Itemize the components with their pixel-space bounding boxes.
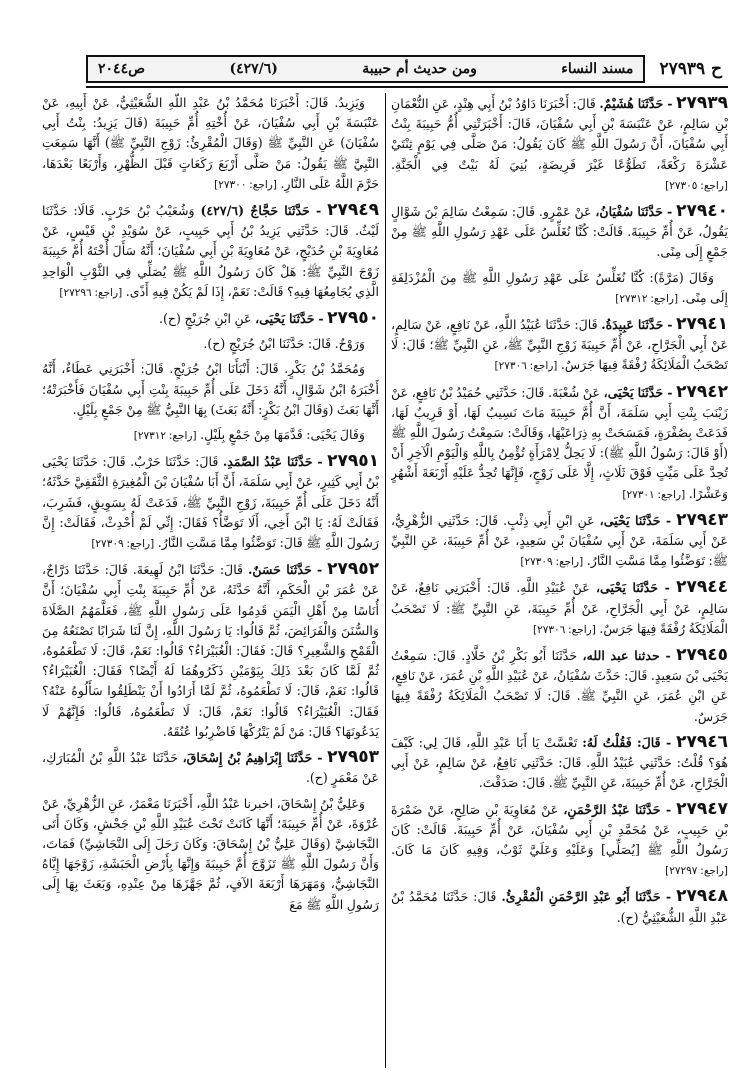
hadith-intro: - حَدَّثَنَا حَسَنٌ. (247, 562, 323, 578)
hadith-entry (42, 200, 379, 303)
hadith-entry (42, 451, 379, 554)
hadith-text: عَنْ عُبَيْدِ اللَّهِ. قَالَ: أَخْبَرَنِي نَافِعٌ، عَنْ سَالِمٍ، عَنْ أَبِي الْجَرَّاحِ، عَنْ أُمِّ حَبِيبَةَ، عَنِ النَّبِيِّ ﷺ: لَا تَصْحَبُ الْمَلَائِكَةُ رُفْقَةً فِيهَا جَرَسٌ. (391, 580, 728, 636)
hadith-intro: - حَدَّثَنَا يَحْيَى، (603, 384, 673, 400)
hadith-intro: - حَدَّثَنَا أَبُو عَبْدِ الرَّحْمَنِ الْمُقْرِئُ. (501, 889, 672, 905)
page-number: ص٢٠٤٤ (98, 61, 146, 77)
hadith-continuation (42, 794, 379, 915)
hadith-intro: - حَدَّثَنَا عَبِيدَةُ. (601, 317, 673, 333)
reference-note: [راجع: ٢٧٣٠٠] (214, 178, 277, 191)
reference-note: [راجع: ٢٧٣١٢] (133, 430, 197, 443)
hadith-number: ٢٧٩٥٣ (327, 747, 379, 768)
header-rule (86, 86, 728, 88)
hadith-intro: - حدثنا عبد الله، (582, 648, 671, 664)
hadith-number: ٢٧٩٤٨ (676, 886, 728, 907)
book-title: مسند النساء (561, 61, 634, 77)
hadith-number: ٢٧٩٣٩ (676, 93, 728, 113)
page-header (86, 54, 728, 84)
hadith-continuation (42, 425, 379, 446)
hadith-text: قَالَ: حَدَّثَنَا حَرْبٌ. قَالَ: حَدَّثَنَا يَحْيَى بْنُ أَبِي كَثِيرٍ، عَنْ أَبِي سَلَمَةَ، أَنَّ أَبَا سُفْيَانَ بْنَ الْمُغِيرَةِ الثَّقَفِيَّ حَدَّثَهُ؛ أَنَّهُ دَخَلَ عَلَى أُمِّ حَبِيبَةَ، زَوْجِ النَّبِيِّ ﷺ، فَدَعَتْ لَهُ بِسَوِيقٍ، فَشَرِبَ، فَقَالَتْ لَهُ: يَا ابْنَ أَخِي، أَلَا تَوَضَّأُ؟ فَقَالَ: إِنِّي لَمْ أُحْدِثْ، فَقَالَتْ: إِنَّ رَسُولَ اللَّهِ ﷺ قَالَ: تَوَضَّئُوا مِمَّا مَسَّتِ النَّارُ. (42, 454, 379, 551)
hadith-intro: - حَدَّثَنَا عَبْدُ الرَّحْمَنِ، (563, 801, 672, 817)
section-title: ومن حديث أم حبيبة (362, 61, 477, 77)
reference-note: [راجع: ٢٧٣١٢] (615, 292, 679, 305)
hadith-continuation (42, 93, 379, 195)
right-column (391, 93, 728, 1071)
hadith-text: وَيَزِيدُ. قَالَ: أَخْبَرَنَا مُحَمَّدُ بْنُ عَبْدِ اللَّهِ الشُّعَيْثِيُّ، عَنْ أَبِيهِ، عَنْ عَنْبَسَةَ بْنِ أَبِي سُفْيَانَ، عَنْ أُخْتِهِ أُمِّ حَبِيبَةَ (قَالَ يَزِيدُ: بِنْتُ أَبِي سُفْيَانَ) عَنِ النَّبِيِّ ﷺ (وَقَالَ الْمُقْرِئُ: زَوْجِ النَّبِيِّ ﷺ) أَنَّهَا سَمِعَتِ النَّبِيَّ ﷺ يَقُولُ: مَنْ صَلَّى أَرْبَعَ رَكَعَاتٍ قَبْلَ الظُّهْرِ، وَأَرْبَعًا بَعْدَهَا، حَرَّمَ اللَّهُ عَلَى النَّارِ. (42, 95, 379, 191)
hadith-entry (391, 314, 728, 377)
hadith-text: حَدَّثَنَا أَبُو بَكْرِ بْنُ خَلَّادٍ. قَالَ: سَمِعْتُ يَحْيَى بْنَ سَعِيدٍ. قَالَ: حَدَّثَ سُفْيَانُ، عَنْ عُبَيْدِ اللَّهِ بْنِ عُمَرَ، عَنْ نَافِعٍ، عَنِ ابْنِ عُمَرَ، عَنِ النَّبِيِّ ﷺ. قَالَ: لَا تَصْحَبُ الْمَلَائِكَةُ رُفْقَةً فِيهَا جَرَسٌ. (391, 648, 728, 724)
hadith-intro: - قَالَ: فَقُلْتُ لَهُ: (582, 734, 672, 750)
hadith-intro: - حَدَّثَنَا عَبْدُ الصَّمَدِ. (222, 454, 323, 470)
hadith-text: قَالَ: حَدَّثَنَا ابْنُ لَهِيعَةَ. قَالَ: حَدَّثَنَا دَرَّاجٌ، عَنْ عُمَرَ بْنِ الْحَكَمِ، أَنَّهُ حَدَّثَهُ، عَنْ أُمِّ حَبِيبَةَ بِنْتِ أَبِي سُفْيَانَ؛ أَنَّ أُنَاسًا مِنْ أَهْلِ الْيَمَنِ قَدِمُوا عَلَى رَسُولِ اللَّهِ ﷺ، فَعَلَّمَهُمُ الصَّلَاةَ وَالسُّنَنَ وَالْفَرَائِضَ، ثُمَّ قَالُوا: يَا رَسُولَ اللَّهِ، إِنَّ لَنَا شَرَابًا نَصْنَعُهُ مِنَ الْقَمْحِ وَالشَّعِيرِ؟ قَالَ: فَقَالَ: الْغُبَيْرَاءُ؟ قَالُوا: نَعَمْ، قَالَ: لَا تَطْعَمُوهُ، ثُمَّ لَمَّا كَانَ بَعْدَ ذَلِكَ بِيَوْمَيْنِ ذَكَرُوهُمَا لَهُ أَيْضًا؟ فَقَالَ: الْغُبَيْرَاءُ؟ قَالُوا: نَعَمْ، قَالَ: لَا تَطْعَمُوهُ، ثُمَّ لَمَّا أَرَادُوا أَنْ يَنْطَلِقُوا سَأَلُوهُ عَنْهُ؟ فَقَالَ: الْغُبَيْرَاءُ؟ قَالُوا: نَعَمْ، قَالَ: لَا تَطْعَمُوهُ، قَالُوا: فَإِنَّهُمْ لَا يَدَعُونَهَا؟ قَالَ: مَنْ لَمْ يَتْرُكْهَا فَاضْرِبُوا عُنُقَهُ. (42, 562, 379, 739)
header-title-box (86, 55, 645, 83)
hadith-number: ٢٧٩٤٥ (676, 645, 728, 666)
hadith-text: وَمُحَمَّدُ بْنُ بَكْرٍ. قَالَ: أَنْبَأَنَا ابْنُ جُرَيْجٍ. قَالَ: أَخْبَرَنِي عَطَاءٌ، أَنَّهُ أَخْبَرَهُ ابْنُ شَوَّالٍ، أَنَّهُ دَخَلَ عَلَى أُمِّ حَبِيبَةَ بِنْتِ أَبِي سُفْيَانَ فَأَخْبَرَتْهُ؛ أَنَّهَا بَعَثَ (وَقَالَ ابْنُ بَكْرٍ: أَنَّهُ بَعَثَ) بِهَا النَّبِيُّ ﷺ مِنْ جَمْعٍ بِلَيْلٍ. (42, 361, 379, 417)
left-column (42, 93, 379, 1071)
hadith-entry (391, 577, 728, 640)
hadith-text: عَنِ ابْنِ أَبِي ذِئْبٍ. قَالَ: حَدَّثَنِي الزُّهْرِيُّ، عَنْ أَبِي سَلَمَةَ، عَنْ أَبِي سُفْيَانَ بْنِ سَعِيدٍ، عَنْ أُمِّ حَبِيبَةَ، عَنِ النَّبِيِّ ﷺ: تَوَضَّئُوا مِمَّا مَسَّتِ النَّارُ. (391, 512, 728, 569)
hadith-intro: - حَدَّثَنَا سُفْيَانُ، (595, 204, 673, 220)
hadith-intro: - حَدَّثَنَا يَحْيَى، (255, 311, 324, 327)
reference-note: [راجع: ٢٧٣٠٩] (91, 538, 155, 551)
hadith-number: ٢٧٩٤٠ (676, 201, 728, 222)
reference-note: [راجع: ٢٧٣٠٦] (532, 623, 596, 636)
hadith-entry (391, 93, 728, 196)
hadith-entry (391, 645, 728, 727)
hadith-entry (391, 799, 728, 882)
reference-note: [راجع: ٢٧٣٠٩] (520, 556, 584, 569)
hadith-text: قَالَ: حَدَّثَنَا عُبَيْدُ اللَّهِ، عَنْ نَافِعٍ، عَنْ سَالِمٍ، عَنْ أَبِي الْجَرَّاحِ، عَنْ أُمِّ حَبِيبَةَ زَوْجِ النَّبِيِّ ﷺ، عَنِ النَّبِيِّ ﷺ؛ قَالَ: لَا تَصْحَبُ الْمَلَائِكَةُ رُفْقَةً فِيهَا جَرَسٌ. (391, 317, 728, 373)
hadith-text: وَعَلِيُّ بْنُ إِسْحَاقَ، اخبرنا عَبْدُ اللَّهِ، أَخْبَرَنَا مَعْمَرٌ، عَنِ الزُّهْرِيِّ، عَنْ عُرْوَةَ، عَنْ أُمِّ حَبِيبَةَ؛ أَنَّهَا كَانَتْ تَحْتَ عُبَيْدِ اللَّهِ بْنِ جَحْشٍ، وَكَانَ أَتَى النَّجَاشِيَّ (وَقَالَ عَلِيُّ بْنُ إِسْحَاقَ: وَكَانَ رَحَلَ إِلَى النَّجَاشِيِّ) فَمَاتَ، وَأَنَّ رَسُولَ اللَّهِ ﷺ تَزَوَّجَ أُمَّ حَبِيبَةَ وَإِنَّهَا بِأَرْضِ الْحَبَشَةِ، زَوَّجَهَا إِيَّاهُ النَّجَاشِيُّ، وَمَهَرَهَا أَرْبَعَةَ الآفٍ، ثُمَّ جَهَّزَهَا مِنْ عِنْدِهِ، وَبَعَثَ بِهَا إِلَى رَسُولِ اللَّهِ ﷺ مَعَ (42, 795, 379, 912)
hadith-entry (391, 201, 728, 263)
hadith-continuation (391, 268, 728, 309)
hadith-number: ٢٧٩٤٧ (676, 798, 728, 819)
hadith-continuation (42, 359, 379, 420)
hadith-entry (391, 510, 728, 573)
hadith-text: وَقَالَ يَحْيَى: قَدَّمَهَا مِنْ جَمْعٍ بِلَيْلٍ. (200, 427, 365, 443)
hadith-number: ٢٧٩٤٩ (327, 200, 379, 221)
hadith-entry (42, 559, 379, 742)
hadith-text: عَنْ شُعْبَةَ. قَالَ: حَدَّثَنِي حُمَيْدُ بْنُ نَافِعٍ، عَنْ زَيْنَبَ بِنْتِ أَبِي سَلَمَةَ، أَنَّ أُمَّ حَبِيبَةَ مَاتَ نَسِيبٌ لَهَا، أَوْ قَرِيبٌ لَهَا، فَدَعَتْ بِصُفْرَةٍ، فَمَسَحَتْ بِهِ ذِرَاعَيْهَا، وَقَالَتْ: سَمِعْتُ رَسُولَ اللَّهِ ﷺ (أَوْ قَالَ: رَسُولُ اللَّهِ ﷺ): لَا يَحِلُّ لِامْرَأَةٍ تُؤْمِنُ بِاللَّهِ وَالْيَوْمِ الْآخِرِ أَنْ تُحِدَّ عَلَى مَيِّتٍ فَوْقَ ثَلَاثٍ، إِلَّا عَلَى زَوْجٍ، فَإِنَّهَا تُحِدُّ عَلَيْهِ أَرْبَعَةَ أَشْهُرٍ وَعَشْرًا. (391, 384, 728, 501)
column-divider (385, 93, 386, 1068)
reference-note: [راجع: ٢٧٣٠٦] (494, 360, 558, 373)
reference-note: [راجع: ٢٧٣٠١] (622, 488, 686, 501)
hadith-entry (42, 308, 379, 329)
hadith-intro: - حَدَّثَنَا يَحْيَى، (599, 512, 672, 528)
hadith-text: عَنِ ابْنِ جُرَيْجٍ (ح). (159, 311, 252, 327)
hadith-number: ٢٧٩٥٢ (327, 559, 379, 580)
hadith-number: ٢٧٩٤٢ (676, 381, 728, 402)
hadith-text: عَنْ عَمْرٍو. قَالَ: سَمِعْتُ سَالِمَ بْنَ شَوَّالٍ يَقُولُ، عَنْ أُمِّ حَبِيبَةَ. قَالَتْ: كُنَّا نُغَلِّسُ عَلَى عَهْدِ رَسُولِ اللَّهِ ﷺ مِنْ جَمْعٍ إِلَى مِنًى. (391, 204, 728, 260)
hadith-number: ٢٧٩٥١ (327, 451, 379, 472)
hadith-intro: - حَدَّثَنَا هُشَيْمٌ. (599, 96, 673, 111)
hadith-text: وَشُعَيْبُ بْنُ حَرْبٍ. قَالَا: حَدَّثَنَا لَيْثٌ. قَالَ: حَدَّثَنِي يَزِيدُ بْنُ أَبِي حَبِيبٍ، عَنْ سُوَيْدِ بْنِ قَيْسٍ، عَنْ مُعَاوِيَةَ بْنِ حُدَيْجٍ، عَنْ مُعَاوِيَةَ بْنِ أَبِي سُفْيَانَ؛ أَنَّهُ سَأَلَ أُخْتَهُ أُمَّ حَبِيبَةَ زَوْجَ النَّبِيِّ ﷺ: هَلْ كَانَ رَسُولُ اللَّهِ ﷺ يُصَلِّي فِي الثَّوْبِ الْوَاحِدِ الَّذِي يُجَامِعُهَا فِيهِ؟ قَالَتْ: نَعَمْ، إِذَا لَمْ يَكُنْ فِيهِ أَذًى. (42, 203, 379, 299)
hadith-intro: - حَدَّثَنَا حَجَّاجٌ (٤٢٧/٦) (200, 203, 322, 219)
hadith-continuation (42, 334, 379, 354)
hadith-entry (391, 382, 728, 505)
hadith-intro: - حَدَّثَنَا يَحْيَى، (595, 580, 670, 596)
reference-note: [راجع: ٢٧٣٠٥] (665, 179, 728, 192)
hadith-entry (42, 747, 379, 788)
hadith-number: ٢٧٩٤٤ (676, 577, 728, 598)
reference-note: [راجع: ٢٧٢٩٧] (665, 865, 728, 878)
hadith-number: ٢٧٩٤٣ (676, 509, 728, 530)
reference-note: [راجع: ٢٧٢٩٦] (59, 286, 123, 299)
hadith-entry (391, 732, 728, 794)
hadith-text: عَنْ مُعَاوِيَةَ بْنِ صَالِحٍ، عَنْ ضَمْرَةَ بْنِ حَبِيبٍ، عَنْ مُحَمَّدِ بْنِ أَبِي سُفْيَانَ، عَنْ أُمِّ حَبِيبَةَ. قَالَتْ: كَانَ رَسُولُ اللَّهِ ﷺ [يُصَلِّي] وَعَلَيْهِ وَعَلَيَّ ثَوْبٌ، وَفِيهِ كَانَ مَا كَانَ. (391, 801, 728, 857)
hadith-range-label: ح ٢٧٩٣٩ (659, 59, 722, 79)
hadith-text: تَعْسَّتْ يَا أَبَا عَبْدِ اللَّهِ، قَالَ لِي: كَيْفَ هُوَ؟ قُلْتُ: حَدَّثَنِي عُبَيْدُ اللَّهِ. قَالَ: حَدَّثَنِي نَافِعٌ، عَنْ سَالِمٍ، عَنْ أَبِي الْجَرَّاحِ، عَنْ أُمِّ حَبِيبَةَ، عَنِ النَّبِيِّ ﷺ. قَالَ: صَدَقْتَ. (391, 734, 728, 791)
hadith-text: قَالَ: حَدَّثَنَا مُحَمَّدُ بْنُ عَبْدِ اللَّهِ الشُّعَيْثِيُّ (ح). (391, 889, 728, 925)
volume-reference: (٤٢٧/٦) (229, 61, 278, 77)
hadith-text: قَالَ: أَخْبَرَنَا دَاوُدُ بْنُ أَبِي هِنْدٍ، عَنِ النُّعْمَانِ بْنِ سَالِمٍ، عَنْ عَنْبَسَةَ بْنِ أَبِي سُفْيَانَ، قَالَ: أَخْبَرَتْنِي أُمُّ حَبِيبَةَ بِنْتُ أَبِي سُفْيَانَ، أَنَّ رَسُولَ اللَّهِ ﷺ كَانَ يَقُولُ: مَنْ صَلَّى فِي يَوْمٍ ثِنْتَيْ عَشْرَةَ رَكْعَةً، تَطَوُّعًا غَيْرَ فَرِيضَةٍ، بُنِيَ لَهُ بَيْتٌ فِي الْجَنَّةِ. (391, 96, 728, 172)
hadith-text: وَقَالَ (مَرَّةً): كُنَّا نُغَلِّسُ عَلَى عَهْدِ رَسُولِ اللَّهِ ﷺ مِنَ الْمُزْدَلِفَةِ إِلَى مِنًى. (391, 269, 728, 305)
hadith-number: ٢٧٩٤١ (676, 314, 728, 335)
hadith-text: حَدَّثَنَا عَبْدُ اللَّهِ بْنُ الْمُبَارَكِ، عَنْ مَعْمَرٍ (ح). (42, 750, 379, 786)
hadith-number: ٢٧٩٥٠ (327, 308, 379, 329)
hadith-entry (391, 886, 728, 927)
hadith-intro: - حَدَّثَنَا إِبْرَاهِيمُ بْنُ إِسْحَاقَ، (182, 750, 323, 766)
hadith-text: وَرَوْحٌ. قَالَ: حَدَّثَنَا ابْنُ جُرَيْجٍ (ح). (203, 336, 365, 352)
hadith-number: ٢٧٩٤٦ (676, 731, 728, 752)
